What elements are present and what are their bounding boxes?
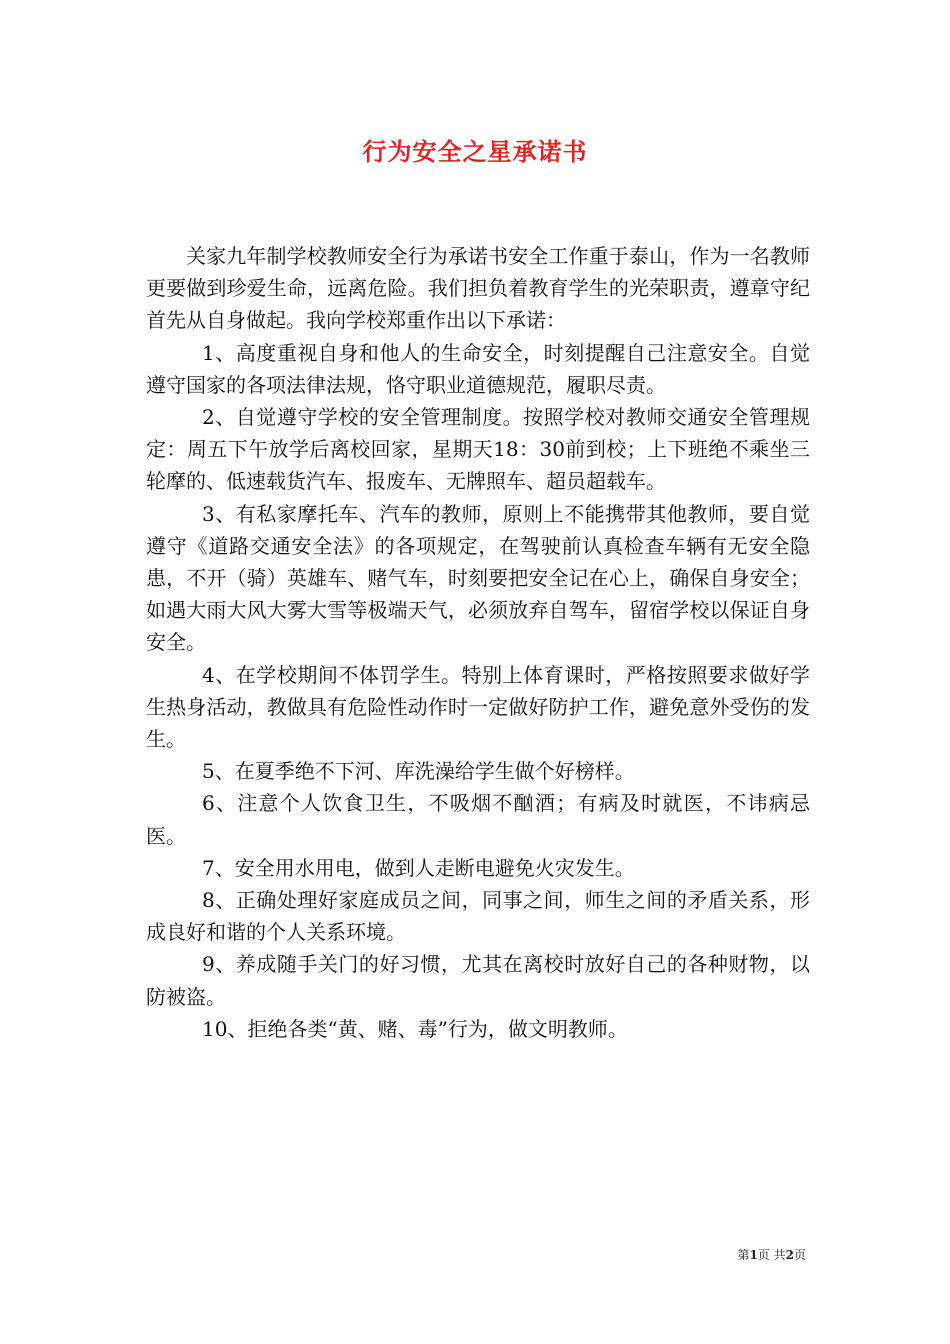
commitment-item-6: 6、注意个人饮食卫生，不吸烟不酗酒；有病及时就医，不讳病忌医。 (146, 791, 810, 848)
commitment-item-4: 4、在学校期间不体罚学生。特别上体育课时，严格按照要求做好学生热身活动，教做具有危险性动作时一定做好防护工作，避免意外受伤的发生。 (146, 662, 810, 752)
commitment-item-5: 5、在夏季绝不下河、库洗澡给学生做个好榜样。 (202, 759, 635, 784)
footer-total-pages: 2 (785, 1248, 794, 1262)
commitment-item-9: 9、养成随手关门的好习惯，尤其在离校时放好自己的各种财物，以防被盗。 (146, 952, 810, 1009)
commitment-item-7: 7、安全用水用电，做到人走断电避免火灾发生。 (202, 855, 635, 880)
commitment-item-1: 1、高度重视自身和他人的生命安全，时刻提醒自己注意安全。自觉遵守国家的各项法律法规，恪守职业道德规范，履职尽责。 (146, 340, 810, 397)
footer-middle: 页 共 (757, 1248, 786, 1262)
page-number-footer (737, 1246, 806, 1263)
footer-current-page: 1 (749, 1248, 758, 1262)
intro-paragraph: 关家九年制学校教师安全行为承诺书安全工作重于泰山，作为一名教师更要做到珍爱生命，远离危险。我们担负着教育学生的光荣职责，遵章守纪首先从自身做起。我向学校郑重作出以下承诺： (146, 244, 810, 333)
document-title: 行为安全之星承诺书 (362, 137, 588, 166)
commitment-item-2: 2、自觉遵守学校的安全管理制度。按照学校对教师交通安全管理规定：周五下午放学后离校回家，星期天18：30前到校；上下班绝不乘坐三轮摩的、低速载货汽车、报废车、无牌照车、超员超载车。 (146, 405, 810, 494)
document-body (146, 240, 810, 1045)
commitment-item-3: 3、有私家摩托车、汽车的教师，原则上不能携带其他教师，要自觉遵守《道路交通安全法》的各项规定，在驾驶前认真检查车辆有无安全隐患，不开（骑）英雄车、赌气车，时刻要把安全记在心上，确保自身安全；如遇大雨大风大雾大雪等极端天气，必须放弃自驾车，留宿学校以保证自身安全。 (146, 501, 810, 655)
footer-suffix: 页 (793, 1248, 806, 1262)
commitment-item-8: 8、正确处理好家庭成员之间，同事之间，师生之间的矛盾关系，形成良好和谐的个人关系环境。 (146, 888, 810, 945)
footer-prefix: 第 (737, 1248, 750, 1262)
commitment-item-10: 10、拒绝各类“黄、赌、毒”行为，做文明教师。 (202, 1016, 628, 1041)
